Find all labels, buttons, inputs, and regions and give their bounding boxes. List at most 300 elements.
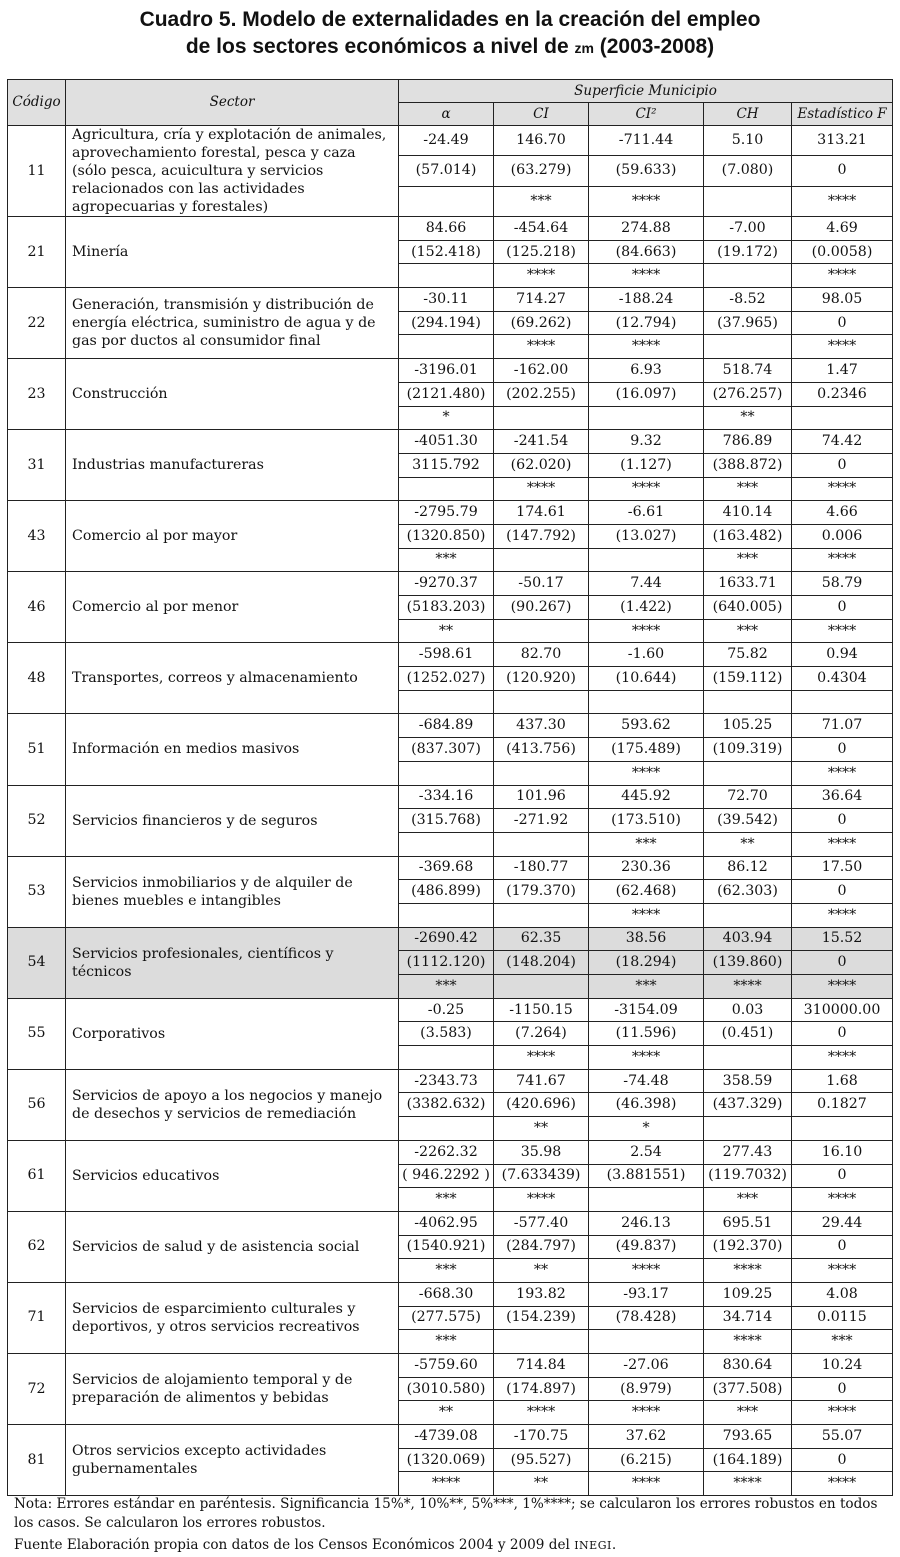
cell-se: (284.797) — [494, 1235, 589, 1259]
sector-code: 52 — [8, 785, 66, 856]
cell-se: 0.4304 — [792, 667, 893, 691]
cell-sig: *** — [704, 619, 792, 643]
cell-se: (10.644) — [589, 667, 704, 691]
cell-coef: 274.88 — [589, 217, 704, 241]
cell-coef: 4.66 — [792, 501, 893, 525]
cell-sig: ** — [494, 1259, 589, 1283]
cell-se: (139.860) — [704, 951, 792, 975]
cell-coef: 714.84 — [494, 1354, 589, 1378]
cell-sig — [399, 186, 494, 216]
cell-se: (1320.850) — [399, 524, 494, 548]
cell-coef: 98.05 — [792, 288, 893, 312]
sector-row-group — [8, 430, 893, 501]
cell-se: (2121.480) — [399, 382, 494, 406]
cell-sig: ** — [704, 406, 792, 430]
header-ch: CH — [704, 103, 792, 126]
cell-se: (276.257) — [704, 382, 792, 406]
cell-se: (837.307) — [399, 738, 494, 762]
cell-coef: -454.64 — [494, 217, 589, 241]
table-row-coef — [8, 1282, 893, 1306]
sector-code: 62 — [8, 1211, 66, 1282]
sector-name: Generación, transmisión y distribución de energía eléctrica, suministro de agua y de gas por ductos al consumidor final — [66, 288, 399, 359]
cell-coef: 4.69 — [792, 217, 893, 241]
cell-sig — [589, 406, 704, 430]
sector-code: 22 — [8, 288, 66, 359]
cell-se: 0 — [792, 738, 893, 762]
sector-code: 72 — [8, 1354, 66, 1425]
title-zm-abbrev: zm — [574, 40, 594, 56]
cell-sig: **** — [704, 1330, 792, 1354]
header-ci2: CI² — [589, 103, 704, 126]
cell-se: 0 — [792, 809, 893, 833]
cell-se: 0.0115 — [792, 1306, 893, 1330]
sector-name: Corporativos — [66, 998, 399, 1069]
sector-row-group — [8, 1425, 893, 1496]
cell-se: (1.127) — [589, 453, 704, 477]
cell-coef: -2262.32 — [399, 1140, 494, 1164]
cell-coef: 518.74 — [704, 359, 792, 383]
cell-se: (62.468) — [589, 880, 704, 904]
cell-coef: -2343.73 — [399, 1069, 494, 1093]
cell-coef: 410.14 — [704, 501, 792, 525]
cell-coef: 230.36 — [589, 856, 704, 880]
cell-sig: ** — [494, 1472, 589, 1496]
sector-name: Servicios financieros y de seguros — [66, 785, 399, 856]
title-line-2-suffix: (2003-2008) — [593, 35, 715, 58]
cell-se: (63.279) — [494, 156, 589, 186]
cell-sig — [399, 832, 494, 856]
cell-se: (152.418) — [399, 240, 494, 264]
cell-sig — [399, 903, 494, 927]
cell-coef: 4.08 — [792, 1282, 893, 1306]
cell-coef: -27.06 — [589, 1354, 704, 1378]
cell-se: ( 946.2292 ) — [399, 1164, 494, 1188]
table-row-coef — [8, 714, 893, 738]
cell-sig — [704, 186, 792, 216]
sector-name: Servicios profesionales, científicos y técnicos — [66, 927, 399, 998]
table-row-coef — [8, 572, 893, 596]
cell-se: -271.92 — [494, 809, 589, 833]
table-row-coef — [8, 998, 893, 1022]
cell-sig: **** — [792, 186, 893, 216]
title-line-2-prefix: de los sectores económicos a nivel de — [185, 35, 575, 58]
cell-coef: -74.48 — [589, 1069, 704, 1093]
sector-code: 51 — [8, 714, 66, 785]
cell-coef: -3154.09 — [589, 998, 704, 1022]
cell-coef: 86.12 — [704, 856, 792, 880]
cell-se: (437.329) — [704, 1093, 792, 1117]
title-line-2 — [0, 33, 900, 62]
cell-sig — [704, 264, 792, 288]
cell-coef: 75.82 — [704, 643, 792, 667]
cell-se: (7.264) — [494, 1022, 589, 1046]
cell-sig — [494, 406, 589, 430]
cell-sig: **** — [792, 975, 893, 999]
cell-sig — [399, 761, 494, 785]
cell-sig — [399, 264, 494, 288]
cell-coef: 593.62 — [589, 714, 704, 738]
cell-coef: -577.40 — [494, 1211, 589, 1235]
cell-se: 0 — [792, 156, 893, 186]
sector-name: Industrias manufactureras — [66, 430, 399, 501]
sector-row-group — [8, 126, 893, 217]
sector-name: Agricultura, cría y explotación de animales, aprovechamiento forestal, pesca y caza (sólo pesca, acuicultura y servicios relacionados con las actividades agropecuarias y forestales) — [66, 126, 399, 217]
cell-sig — [589, 1188, 704, 1212]
cell-coef: -2690.42 — [399, 927, 494, 951]
cell-sig: **** — [792, 1188, 893, 1212]
cell-sig: *** — [399, 975, 494, 999]
sector-name: Servicios de apoyo a los negocios y manejo de desechos y servicios de remediación — [66, 1069, 399, 1140]
cell-coef: 71.07 — [792, 714, 893, 738]
cell-se: (1.422) — [589, 596, 704, 620]
cell-sig: **** — [494, 477, 589, 501]
header-codigo: Código — [8, 80, 66, 126]
cell-coef: -9270.37 — [399, 572, 494, 596]
sector-row-group — [8, 856, 893, 927]
cell-sig — [399, 690, 494, 714]
cell-se: (49.837) — [589, 1235, 704, 1259]
cell-coef: 74.42 — [792, 430, 893, 454]
sector-row-group — [8, 1140, 893, 1211]
cell-coef: 38.56 — [589, 927, 704, 951]
cell-se: 0 — [792, 1448, 893, 1472]
cell-coef: -0.25 — [399, 998, 494, 1022]
cell-sig: **** — [494, 264, 589, 288]
sector-code: 54 — [8, 927, 66, 998]
cell-sig: ** — [399, 1401, 494, 1425]
cell-sig: **** — [494, 335, 589, 359]
cell-se: (0.0058) — [792, 240, 893, 264]
cell-sig — [704, 1046, 792, 1070]
sector-name: Servicios de esparcimiento culturales y deportivos, y otros servicios recreativos — [66, 1282, 399, 1353]
cell-coef: 15.52 — [792, 927, 893, 951]
cell-coef: 6.93 — [589, 359, 704, 383]
externalities-table — [7, 79, 893, 1496]
cell-coef: 109.25 — [704, 1282, 792, 1306]
cell-se: 0 — [792, 311, 893, 335]
cell-se: 0 — [792, 1022, 893, 1046]
cell-se: (640.005) — [704, 596, 792, 620]
cell-se: (486.899) — [399, 880, 494, 904]
cell-se: (179.370) — [494, 880, 589, 904]
table-row-coef — [8, 1069, 893, 1093]
source-text: Fuente Elaboración propia con datos de los Censos Económicos 2004 y 2009 del — [14, 1537, 575, 1553]
table-title — [0, 6, 900, 62]
cell-sig: **** — [792, 548, 893, 572]
cell-coef: 358.59 — [704, 1069, 792, 1093]
cell-sig: **** — [792, 619, 893, 643]
sector-row-group — [8, 359, 893, 430]
cell-sig: **** — [792, 1472, 893, 1496]
cell-sig — [494, 761, 589, 785]
cell-coef: -4062.95 — [399, 1211, 494, 1235]
sector-name: Construcción — [66, 359, 399, 430]
cell-sig — [494, 903, 589, 927]
cell-coef: -1150.15 — [494, 998, 589, 1022]
cell-sig — [589, 690, 704, 714]
cell-sig — [494, 1330, 589, 1354]
cell-coef: -24.49 — [399, 126, 494, 156]
cell-se: (11.596) — [589, 1022, 704, 1046]
cell-se: (420.696) — [494, 1093, 589, 1117]
sector-name: Servicios de alojamiento temporal y de preparación de alimentos y bebidas — [66, 1354, 399, 1425]
cell-coef: 1.47 — [792, 359, 893, 383]
sector-code: 48 — [8, 643, 66, 714]
cell-coef: 714.27 — [494, 288, 589, 312]
cell-coef: -93.17 — [589, 1282, 704, 1306]
sector-code: 81 — [8, 1425, 66, 1496]
cell-coef: 84.66 — [399, 217, 494, 241]
cell-se: (13.027) — [589, 524, 704, 548]
cell-coef: 105.25 — [704, 714, 792, 738]
cell-coef: -7.00 — [704, 217, 792, 241]
cell-sig: **** — [792, 761, 893, 785]
cell-coef: 786.89 — [704, 430, 792, 454]
cell-sig: **** — [589, 619, 704, 643]
cell-se: (3.881551) — [589, 1164, 704, 1188]
cell-se: (78.428) — [589, 1306, 704, 1330]
cell-se: (159.112) — [704, 667, 792, 691]
cell-se: (119.7032) — [704, 1164, 792, 1188]
cell-sig: *** — [399, 1188, 494, 1212]
cell-sig: **** — [494, 1188, 589, 1212]
cell-se: (69.262) — [494, 311, 589, 335]
cell-sig: *** — [792, 1330, 893, 1354]
cell-se: (7.080) — [704, 156, 792, 186]
cell-se: (95.527) — [494, 1448, 589, 1472]
table-row-coef — [8, 785, 893, 809]
cell-se: (1112.120) — [399, 951, 494, 975]
cell-sig: **** — [399, 1472, 494, 1496]
sector-name: Servicios inmobiliarios y de alquiler de bienes muebles e intangibles — [66, 856, 399, 927]
cell-se: (147.792) — [494, 524, 589, 548]
cell-se: (46.398) — [589, 1093, 704, 1117]
sector-name: Comercio al por mayor — [66, 501, 399, 572]
cell-se: (148.204) — [494, 951, 589, 975]
sector-code: 53 — [8, 856, 66, 927]
cell-se: (62.020) — [494, 453, 589, 477]
cell-sig: **** — [792, 477, 893, 501]
source-inegi: INEGI — [574, 1539, 612, 1552]
table-row-coef — [8, 1211, 893, 1235]
cell-se: (3.583) — [399, 1022, 494, 1046]
cell-se: (1540.921) — [399, 1235, 494, 1259]
sector-code: 71 — [8, 1282, 66, 1353]
cell-sig: * — [399, 406, 494, 430]
cell-sig — [589, 548, 704, 572]
cell-se: 0.2346 — [792, 382, 893, 406]
cell-se: 0 — [792, 1377, 893, 1401]
sector-name: Comercio al por menor — [66, 572, 399, 643]
cell-coef: -180.77 — [494, 856, 589, 880]
cell-sig — [704, 1117, 792, 1141]
cell-sig — [494, 619, 589, 643]
cell-coef: -369.68 — [399, 856, 494, 880]
cell-sig: *** — [704, 548, 792, 572]
table-row-coef — [8, 501, 893, 525]
table-row-coef — [8, 1354, 893, 1378]
cell-coef: 741.67 — [494, 1069, 589, 1093]
cell-sig: **** — [792, 1401, 893, 1425]
cell-se: 0.1827 — [792, 1093, 893, 1117]
cell-se: 0 — [792, 1235, 893, 1259]
cell-sig: *** — [704, 1401, 792, 1425]
cell-sig: *** — [399, 1259, 494, 1283]
cell-coef: 37.62 — [589, 1425, 704, 1449]
cell-coef: 313.21 — [792, 126, 893, 156]
cell-sig: ** — [704, 832, 792, 856]
cell-coef: 72.70 — [704, 785, 792, 809]
cell-coef: 0.03 — [704, 998, 792, 1022]
cell-se: 34.714 — [704, 1306, 792, 1330]
cell-se: (37.965) — [704, 311, 792, 335]
cell-sig: *** — [399, 548, 494, 572]
cell-sig — [792, 1117, 893, 1141]
cell-coef: -170.75 — [494, 1425, 589, 1449]
header-sector: Sector — [66, 80, 399, 126]
cell-sig — [589, 1330, 704, 1354]
cell-se: (173.510) — [589, 809, 704, 833]
cell-se: (125.218) — [494, 240, 589, 264]
cell-sig: ** — [399, 619, 494, 643]
cell-sig: **** — [704, 1472, 792, 1496]
cell-sig: *** — [589, 832, 704, 856]
sector-row-group — [8, 288, 893, 359]
cell-sig: **** — [589, 477, 704, 501]
cell-se: (413.756) — [494, 738, 589, 762]
cell-coef: 82.70 — [494, 643, 589, 667]
cell-se: (3382.632) — [399, 1093, 494, 1117]
sector-row-group — [8, 927, 893, 998]
cell-sig — [704, 761, 792, 785]
cell-se: (174.897) — [494, 1377, 589, 1401]
cell-sig: **** — [589, 264, 704, 288]
cell-coef: 7.44 — [589, 572, 704, 596]
cell-sig: **** — [792, 335, 893, 359]
table-row-coef — [8, 217, 893, 241]
cell-se: (154.239) — [494, 1306, 589, 1330]
sector-code: 55 — [8, 998, 66, 1069]
cell-se: (6.215) — [589, 1448, 704, 1472]
cell-coef: 55.07 — [792, 1425, 893, 1449]
cell-se: (377.508) — [704, 1377, 792, 1401]
cell-sig: **** — [589, 1046, 704, 1070]
sector-row-group — [8, 217, 893, 288]
sector-row-group — [8, 998, 893, 1069]
cell-se: 3115.792 — [399, 453, 494, 477]
cell-sig: **** — [792, 264, 893, 288]
cell-coef: -668.30 — [399, 1282, 494, 1306]
sector-name: Transportes, correos y almacenamiento — [66, 643, 399, 714]
table-row-coef — [8, 126, 893, 156]
cell-se: (5183.203) — [399, 596, 494, 620]
cell-se: (39.542) — [704, 809, 792, 833]
sector-name: Otros servicios excepto actividades gubernamentales — [66, 1425, 399, 1496]
sector-name: Información en medios masivos — [66, 714, 399, 785]
cell-sig: **** — [792, 832, 893, 856]
sector-row-group — [8, 643, 893, 714]
cell-sig — [792, 690, 893, 714]
cell-sig — [494, 832, 589, 856]
cell-se: 0 — [792, 951, 893, 975]
cell-se: (59.633) — [589, 156, 704, 186]
cell-sig: **** — [589, 1259, 704, 1283]
cell-sig: * — [589, 1117, 704, 1141]
cell-se: (0.451) — [704, 1022, 792, 1046]
cell-sig — [399, 477, 494, 501]
cell-se: (202.255) — [494, 382, 589, 406]
cell-se: (164.189) — [704, 1448, 792, 1472]
cell-coef: 310000.00 — [792, 998, 893, 1022]
sector-name: Servicios de salud y de asistencia social — [66, 1211, 399, 1282]
sector-code: 43 — [8, 501, 66, 572]
cell-sig — [704, 690, 792, 714]
cell-coef: 830.64 — [704, 1354, 792, 1378]
cell-se: (19.172) — [704, 240, 792, 264]
header-alpha: α — [399, 103, 494, 126]
cell-sig — [704, 335, 792, 359]
cell-coef: 193.82 — [494, 1282, 589, 1306]
cell-coef: -50.17 — [494, 572, 589, 596]
cell-sig: **** — [494, 1046, 589, 1070]
cell-coef: -30.11 — [399, 288, 494, 312]
cell-coef: 58.79 — [792, 572, 893, 596]
cell-sig: **** — [589, 761, 704, 785]
table-row-coef — [8, 927, 893, 951]
cell-coef: 17.50 — [792, 856, 893, 880]
sector-row-group — [8, 1069, 893, 1140]
sector-code: 21 — [8, 217, 66, 288]
cell-se: (16.097) — [589, 382, 704, 406]
cell-se: (120.920) — [494, 667, 589, 691]
cell-coef: 445.92 — [589, 785, 704, 809]
sector-code: 56 — [8, 1069, 66, 1140]
cell-coef: -1.60 — [589, 643, 704, 667]
cell-coef: 9.32 — [589, 430, 704, 454]
sector-code: 23 — [8, 359, 66, 430]
table-row-coef — [8, 359, 893, 383]
table-row-coef — [8, 288, 893, 312]
cell-coef: 5.10 — [704, 126, 792, 156]
cell-se: (315.768) — [399, 809, 494, 833]
sector-row-group — [8, 714, 893, 785]
table-note: Nota: Errores estándar en paréntesis. Significancia 15%*, 10%**, 5%***, 1%****; se calcularon los errores robustos en todos los casos. Se calcularon los errores robustos. — [14, 1496, 878, 1531]
cell-coef: -188.24 — [589, 288, 704, 312]
table-row-coef — [8, 856, 893, 880]
cell-sig: *** — [704, 1188, 792, 1212]
cell-coef: 246.13 — [589, 1211, 704, 1235]
cell-se: (3010.580) — [399, 1377, 494, 1401]
cell-sig: **** — [792, 1259, 893, 1283]
cell-sig: **** — [589, 186, 704, 216]
cell-coef: -334.16 — [399, 785, 494, 809]
header-superficie-municipio: Superficie Municipio — [399, 80, 893, 103]
cell-se: (109.319) — [704, 738, 792, 762]
cell-coef: 403.94 — [704, 927, 792, 951]
cell-sig: **** — [589, 1472, 704, 1496]
cell-se: (18.294) — [589, 951, 704, 975]
cell-coef: 16.10 — [792, 1140, 893, 1164]
cell-coef: 146.70 — [494, 126, 589, 156]
cell-sig — [399, 1046, 494, 1070]
table-row-coef — [8, 1140, 893, 1164]
cell-coef: 437.30 — [494, 714, 589, 738]
table-row-coef — [8, 430, 893, 454]
cell-se: 0 — [792, 1164, 893, 1188]
sector-code: 61 — [8, 1140, 66, 1211]
cell-coef: -3196.01 — [399, 359, 494, 383]
cell-sig — [792, 406, 893, 430]
